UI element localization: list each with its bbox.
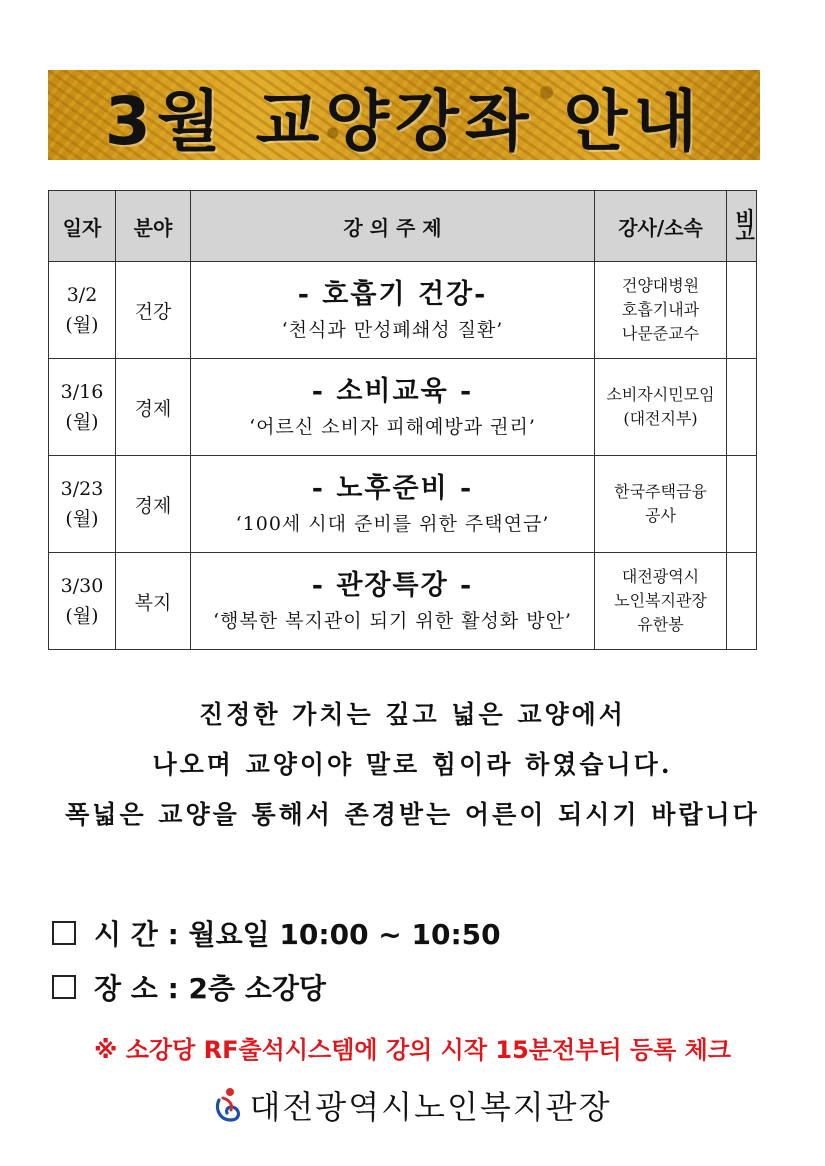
topic-main: - 노후준비 -: [311, 473, 474, 504]
header-topic: 강 의 주 제: [191, 191, 595, 262]
note-cell: [727, 456, 757, 553]
lecturer-line: 공사: [645, 506, 676, 525]
time-text: 시 간 : 월요일 10:00 ~ 10:50: [94, 918, 501, 951]
message-line: 진정한 가치는 깊고 넓은 교양에서: [199, 700, 626, 729]
topic-main: - 관장특강 -: [311, 570, 474, 601]
page-title: 3월 교양강좌 안내: [104, 82, 704, 160]
date: 3/23: [60, 478, 104, 500]
lecturer-cell: [595, 456, 727, 553]
lecturer-line: 대전광역시: [621, 567, 700, 586]
topic-cell: [191, 456, 595, 553]
lecturer-line: 유한봉: [637, 615, 684, 634]
organization-name: 대전광역시노인복지관장: [249, 1088, 612, 1126]
title-banner: [48, 70, 760, 160]
lecture-schedule-table: [48, 190, 757, 650]
table-row: [49, 456, 757, 553]
note-cell: [727, 359, 757, 456]
message-line: 나오며 교양이야 말로 힘이라 하였습니다.: [152, 750, 673, 779]
message-line: 폭넓은 교양을 통해서 존경받는 어른이 되시기 바랍니다: [65, 800, 760, 829]
encouragement-message: [0, 690, 825, 840]
date: 3/16: [60, 381, 104, 403]
lecturer-line: (대전지부): [623, 409, 698, 428]
topic-sub: ‘천식과 만성폐쇄성 질환’: [281, 319, 504, 341]
lecturer-line: 건양대병원: [621, 276, 700, 295]
lecturer-line: 소비자시민모임: [606, 385, 715, 404]
lecturer-line: 호흡기내과: [621, 300, 700, 319]
lecturer-line: 노인복지관장: [614, 591, 707, 610]
header-note: [727, 191, 757, 262]
place-info: [52, 967, 326, 1007]
lecturer-line: 한국주택금융: [614, 482, 707, 501]
topic-cell: [191, 553, 595, 650]
day: (월): [65, 605, 99, 627]
field-cell: 경제: [116, 456, 191, 553]
day: (월): [65, 508, 99, 530]
day: (월): [65, 411, 99, 433]
lecturer-line: 나문준교수: [621, 324, 700, 343]
table-header-row: [49, 191, 757, 262]
checkbox-icon: [52, 921, 76, 945]
field-cell: 건강: [116, 262, 191, 359]
date-cell: [49, 456, 116, 553]
place-text: 장 소 : 2층 소강당: [94, 972, 326, 1005]
time-info: [52, 913, 501, 953]
header-note-text: 비고: [735, 207, 755, 245]
topic-main: - 호흡기 건강-: [297, 279, 488, 310]
welfare-center-logo-icon: [213, 1086, 243, 1124]
lecturer-cell: [595, 262, 727, 359]
topic-sub: ‘100세 시대 준비를 위한 주택연금’: [235, 513, 550, 535]
table-row: [49, 262, 757, 359]
table-row: [49, 553, 757, 650]
date-cell: [49, 359, 116, 456]
field-cell: 복지: [116, 553, 191, 650]
topic-sub: ‘행복한 복지관이 되기 위한 활성화 방안’: [213, 610, 572, 632]
checkbox-icon: [52, 975, 76, 999]
day: (월): [65, 314, 99, 336]
header-date: 일자: [49, 191, 116, 262]
topic-cell: [191, 359, 595, 456]
lecturer-cell: [595, 553, 727, 650]
topic-cell: [191, 262, 595, 359]
field-cell: 경제: [116, 359, 191, 456]
lecturer-cell: [595, 359, 727, 456]
date-cell: [49, 262, 116, 359]
topic-sub: ‘어르신 소비자 피해예방과 권리’: [249, 416, 536, 438]
header-lecturer: 강사/소속: [595, 191, 727, 262]
attendance-notice: ※ 소강당 RF출석시스템에 강의 시작 15분전부터 등록 체크: [94, 1036, 731, 1064]
note-cell: [727, 262, 757, 359]
date: 3/2: [66, 284, 98, 306]
topic-main: - 소비교육 -: [311, 376, 474, 407]
date-cell: [49, 553, 116, 650]
footer: [0, 1082, 825, 1128]
header-field: 분야: [116, 191, 191, 262]
note-cell: [727, 553, 757, 650]
date: 3/30: [60, 575, 104, 597]
table-row: [49, 359, 757, 456]
